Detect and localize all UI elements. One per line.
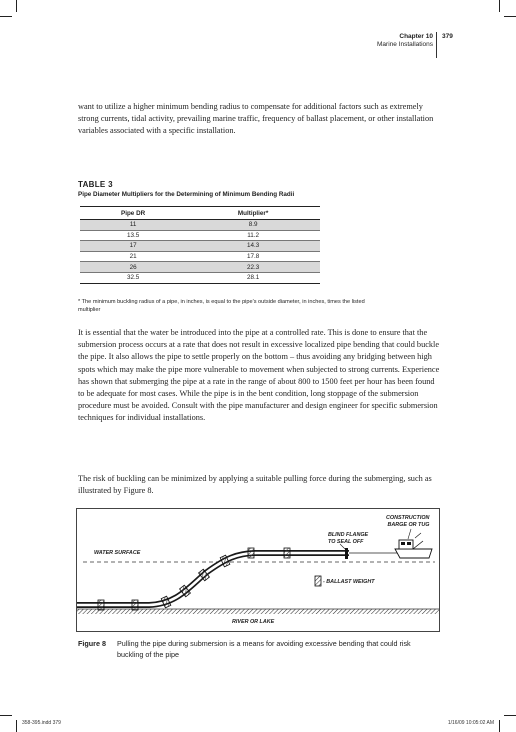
flange-label-line: TO SEAL OFF — [328, 538, 364, 545]
barge-label-line: BARGE OR TUG — [387, 521, 430, 528]
table-row — [80, 251, 320, 262]
flange-label-line: BLIND FLANGE — [328, 532, 369, 538]
multiplier-table — [80, 206, 320, 284]
pipe — [77, 553, 349, 605]
table-cell: 17 — [80, 241, 186, 252]
figure-caption-text: Pulling the pipe during submersion is a means for avoiding excessive bending that could risk buckling of the pipe — [117, 639, 411, 659]
crop-mark — [16, 720, 17, 732]
crop-mark — [16, 0, 17, 12]
table-header-multiplier: Multiplier* — [186, 207, 320, 220]
table-cell: 8.9 — [186, 220, 320, 231]
table-cell: 22.3 — [186, 262, 320, 273]
crop-mark — [504, 16, 516, 17]
ballast-weight-label: - BALLAST WEIGHT — [323, 579, 375, 585]
crop-mark — [0, 715, 12, 716]
figure-8-diagram — [76, 508, 440, 632]
blind-flange — [345, 548, 348, 559]
table-row — [80, 272, 320, 283]
barge-label-line: CONSTRUCTION — [386, 515, 430, 521]
crop-mark — [499, 720, 500, 732]
page-number: 379 — [442, 33, 453, 40]
table-cell: 32.5 — [80, 272, 186, 283]
table-footnote: * The minimum buckling radius of a pipe, in inches, is equal to the pipe's outside diameter, in inches, times the listed multiplier — [78, 299, 365, 313]
pipe-submersion-illustration — [77, 509, 439, 631]
blind-flange-label — [328, 532, 368, 545]
river-bottom — [77, 609, 439, 614]
table-cell: 26 — [80, 262, 186, 273]
barge-label — [386, 515, 429, 528]
body-paragraph-2: The risk of buckling can be minimized by applying a suitable pulling force during the submerging, such as illustrated by Figure 8. — [78, 474, 432, 496]
crop-mark — [0, 16, 12, 17]
table-cell: 17.8 — [186, 251, 320, 262]
table-cell: 21 — [80, 251, 186, 262]
slug-timestamp: 1/16/09 10:05:02 AM — [447, 720, 494, 726]
table-title: TABLE 3 — [78, 180, 113, 189]
barge-icon — [395, 533, 432, 558]
section-label: Marine Installations — [377, 41, 433, 48]
table-row — [80, 220, 320, 231]
table-row — [80, 230, 320, 241]
chapter-label: Chapter 10 — [399, 33, 433, 40]
table-cell: 13.5 — [80, 230, 186, 241]
table-row — [80, 262, 320, 273]
ballast-legend-swatch — [315, 576, 321, 586]
table-cell: 14.3 — [186, 241, 320, 252]
table-subtitle: Pipe Diameter Multipliers for the Determining of Minimum Bending Radii — [78, 191, 295, 198]
table-header-pipe-dr: Pipe DR — [80, 207, 186, 220]
table-row — [80, 241, 320, 252]
header-divider — [436, 32, 437, 58]
table-cell: 11 — [80, 220, 186, 231]
crop-mark — [504, 715, 516, 716]
body-paragraph-1: It is essential that the water be introduced into the pipe at a controlled rate. This is done to ensure that the submersion process occurs at a rate that does not result in excessive localized pipe bending that could buckle the pipe. It also allows the pipe to settle properly on the bottom – thus avoiding any bridging between high spots which may make the pipe more vulnerable to movement when subjected to strong currents. Experience has shown that submerging the pipe at a rate in the range of about 800 to 1500 feet per hour has been found to be adequate for most cases. While the pipe is in the bent condition, long stoppage of the submersion procedure must be avoided. Consult with the pipe manufacturer and design engineer for specific submersion techniques for individual installations. — [78, 328, 440, 423]
crop-mark — [499, 0, 500, 12]
intro-paragraph: want to utilize a higher minimum bending radius to compensate for additional factors such as extremely strong currents, tidal activity, prevailing marine traffic, frequency of ballast placement, or other installation variables associated with a specific installation. — [78, 102, 434, 136]
running-header — [377, 33, 433, 49]
slug-filename: 358-395.indd 379 — [22, 720, 61, 726]
table-cell: 28.1 — [186, 272, 320, 283]
river-or-lake-label: RIVER OR LAKE — [232, 619, 275, 625]
figure-caption-label: Figure 8 — [78, 639, 106, 648]
ballast-weights — [98, 548, 290, 610]
water-surface-label: WATER SURFACE — [94, 550, 141, 556]
table-cell: 11.2 — [186, 230, 320, 241]
